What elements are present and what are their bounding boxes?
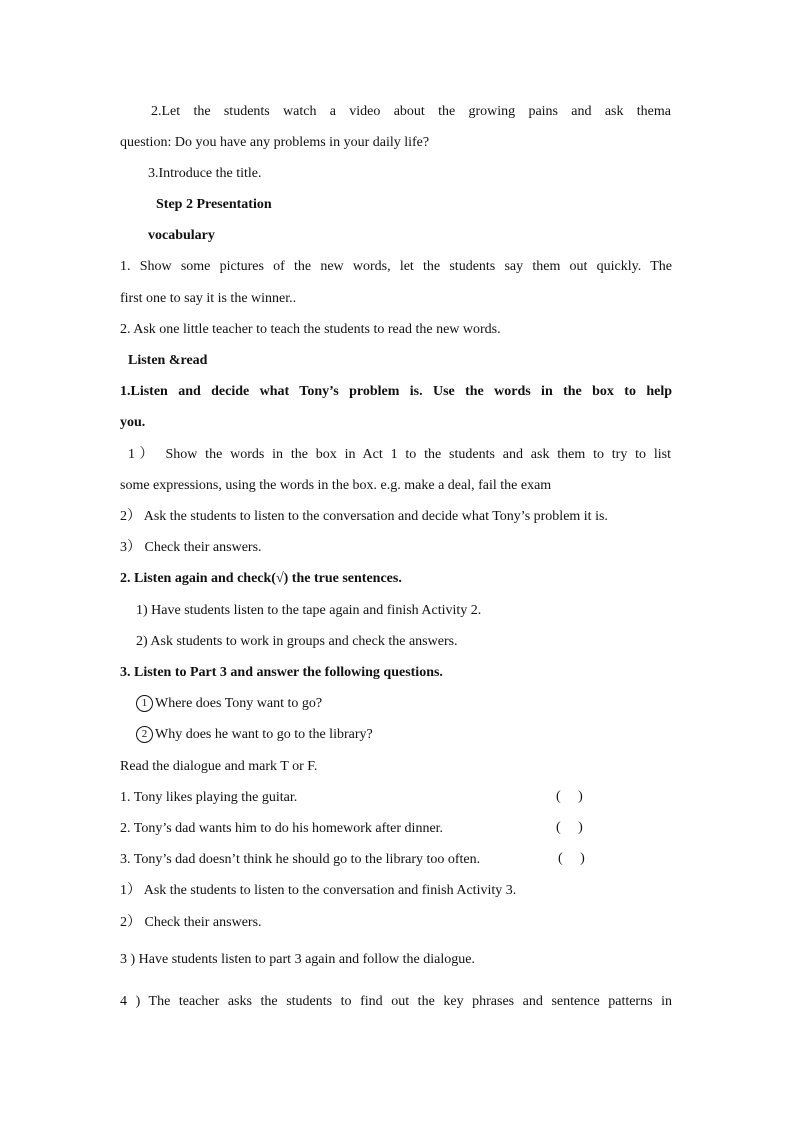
paragraph-line: 2） Ask the students to listen to the conversation and decide what Tony’s problem it is. [120, 509, 608, 524]
question-line [136, 695, 322, 713]
question-text: Where does Tony want to go? [155, 696, 323, 711]
paragraph-line: question: Do you have any problems in your daily life? [120, 135, 430, 150]
paragraph-line: 1) Have students listen to the tape again and finish Activity 2. [136, 603, 482, 618]
tf-statement: 2. Tony’s dad wants him to do his homework after dinner. [120, 821, 444, 836]
task-heading: you. [120, 415, 146, 430]
paragraph-line: 2.Let the students watch a video about the growing pains and ask thema [151, 104, 671, 119]
paragraph-line: first one to say it is the winner.. [120, 291, 297, 306]
paragraph-line: 3 ) Have students listen to part 3 again and follow the dialogue. [120, 952, 475, 967]
paragraph-line: 1） Show the words in the box in Act 1 to the students and ask them to try to list [128, 447, 671, 462]
circled-number: 1 [136, 695, 153, 712]
task-heading: 2. Listen again and check(√) the true sentences. [120, 571, 402, 586]
paragraph-line: 1） Ask the students to listen to the conversation and finish Activity 3. [120, 883, 517, 898]
tf-answer-blank[interactable]: ( ) [556, 820, 583, 835]
paragraph-line: 3.Introduce the title. [148, 166, 262, 181]
paragraph-line: 1. Show some pictures of the new words, let the students say them out quickly. The [120, 259, 672, 274]
subsection-heading: vocabulary [148, 228, 215, 243]
paragraph-line: some expressions, using the words in the box. e.g. make a deal, fail the exam [120, 478, 552, 493]
question-line [136, 726, 373, 744]
subsection-heading: Listen &read [128, 353, 208, 368]
task-heading: 1.Listen and decide what Tony’s problem is. Use the words in the box to help [120, 384, 672, 399]
tf-answer-blank[interactable]: ( ) [556, 789, 583, 804]
paragraph-line: 2. Ask one little teacher to teach the students to read the new words. [120, 322, 501, 337]
tf-statement: 3. Tony’s dad doesn’t think he should go to the library too often. [120, 852, 481, 867]
task-heading: 3. Listen to Part 3 and answer the following questions. [120, 665, 443, 680]
paragraph-line: Read the dialogue and mark T or F. [120, 759, 318, 774]
paragraph-line: 4 ) The teacher asks the students to find out the key phrases and sentence patterns in [120, 994, 672, 1009]
question-text: Why does he want to go to the library? [155, 727, 373, 742]
paragraph-line: 2) Ask students to work in groups and check the answers. [136, 634, 458, 649]
tf-statement: 1. Tony likes playing the guitar. [120, 790, 298, 805]
circled-number: 2 [136, 726, 153, 743]
paragraph-line: 3） Check their answers. [120, 540, 262, 555]
section-heading: Step 2 Presentation [156, 197, 272, 212]
tf-answer-blank[interactable]: ( ) [558, 851, 585, 866]
paragraph-line: 2） Check their answers. [120, 915, 262, 930]
